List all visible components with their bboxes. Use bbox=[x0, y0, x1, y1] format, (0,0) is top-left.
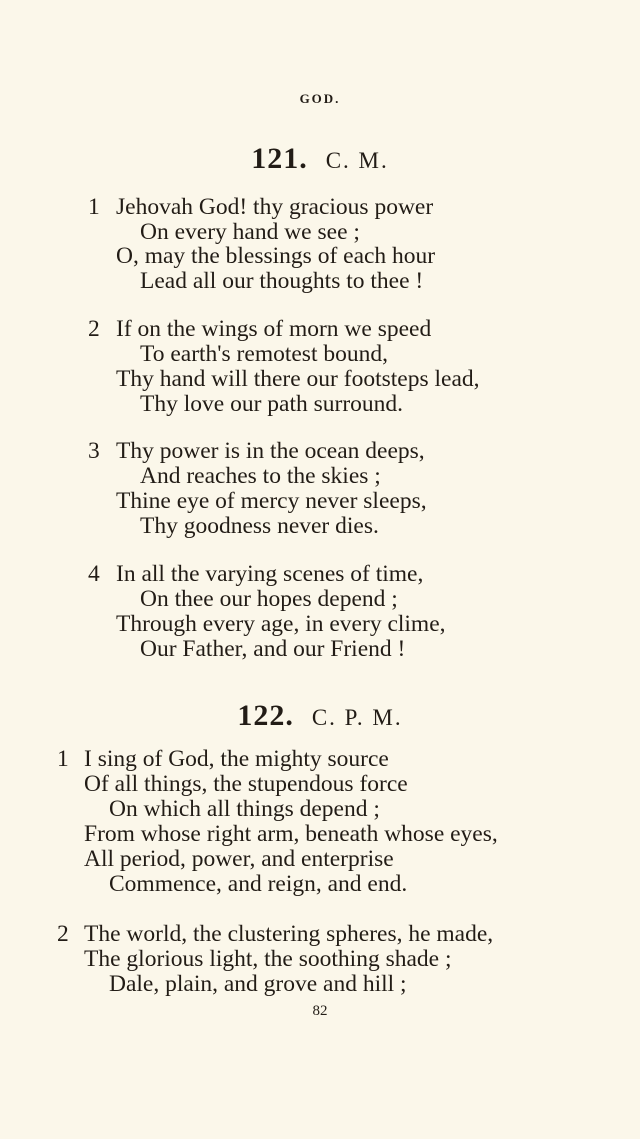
hymn-number: 121. bbox=[251, 142, 308, 175]
verse-line: On every hand we see ; bbox=[140, 219, 360, 245]
verse-number: 3 bbox=[88, 438, 100, 464]
verse-line: The world, the clustering spheres, he made, bbox=[84, 921, 494, 947]
hymn-heading bbox=[0, 142, 640, 176]
hymn-meter: C. M. bbox=[325, 148, 389, 173]
verse-line: Jehovah God! thy gracious power bbox=[116, 194, 434, 220]
page-number: 82 bbox=[312, 1003, 328, 1019]
verse-line: Dale, plain, and grove and hill ; bbox=[109, 971, 407, 997]
verse-line: Thy love our path surround. bbox=[140, 391, 404, 417]
verse-number: 1 bbox=[57, 746, 69, 772]
verse-line: Thy hand will there our footsteps lead, bbox=[116, 366, 480, 392]
verse-line: The glorious light, the soothing shade ; bbox=[84, 946, 452, 972]
verse-number: 2 bbox=[57, 921, 69, 947]
verse-line: From whose right arm, beneath whose eyes, bbox=[84, 821, 498, 847]
running-head: GOD. bbox=[299, 91, 341, 106]
verse-line: Lead all our thoughts to thee ! bbox=[140, 268, 424, 294]
verse-line: Through every age, in every clime, bbox=[116, 611, 446, 637]
verse-line: On which all things depend ; bbox=[109, 796, 380, 822]
verse-line: O, may the blessings of each hour bbox=[116, 243, 436, 269]
verse-line: Thy power is in the ocean deeps, bbox=[116, 438, 425, 464]
verse-number: 1 bbox=[88, 194, 100, 220]
hymn-meter: C. P. M. bbox=[311, 705, 403, 730]
verse-line: If on the wings of morn we speed bbox=[116, 316, 432, 342]
verse-line: To earth's remotest bound, bbox=[140, 341, 388, 367]
verse-number: 4 bbox=[88, 561, 100, 587]
verse-line: Of all things, the stupendous force bbox=[84, 771, 408, 797]
verse-line: Thy goodness never dies. bbox=[140, 513, 379, 539]
verse-line: Commence, and reign, and end. bbox=[109, 871, 408, 897]
verse-line: Thine eye of mercy never sleeps, bbox=[116, 488, 427, 514]
hymn-number: 122. bbox=[237, 699, 294, 732]
verse-line: Our Father, and our Friend ! bbox=[140, 636, 406, 662]
verse-line: And reaches to the skies ; bbox=[140, 463, 381, 489]
hymn-heading bbox=[0, 699, 640, 733]
verse-line: I sing of God, the mighty source bbox=[84, 746, 389, 772]
verse-line: On thee our hopes depend ; bbox=[140, 586, 398, 612]
verse-line: All period, power, and enterprise bbox=[84, 846, 394, 872]
verse-line: In all the varying scenes of time, bbox=[116, 561, 424, 587]
verse-number: 2 bbox=[88, 316, 100, 342]
